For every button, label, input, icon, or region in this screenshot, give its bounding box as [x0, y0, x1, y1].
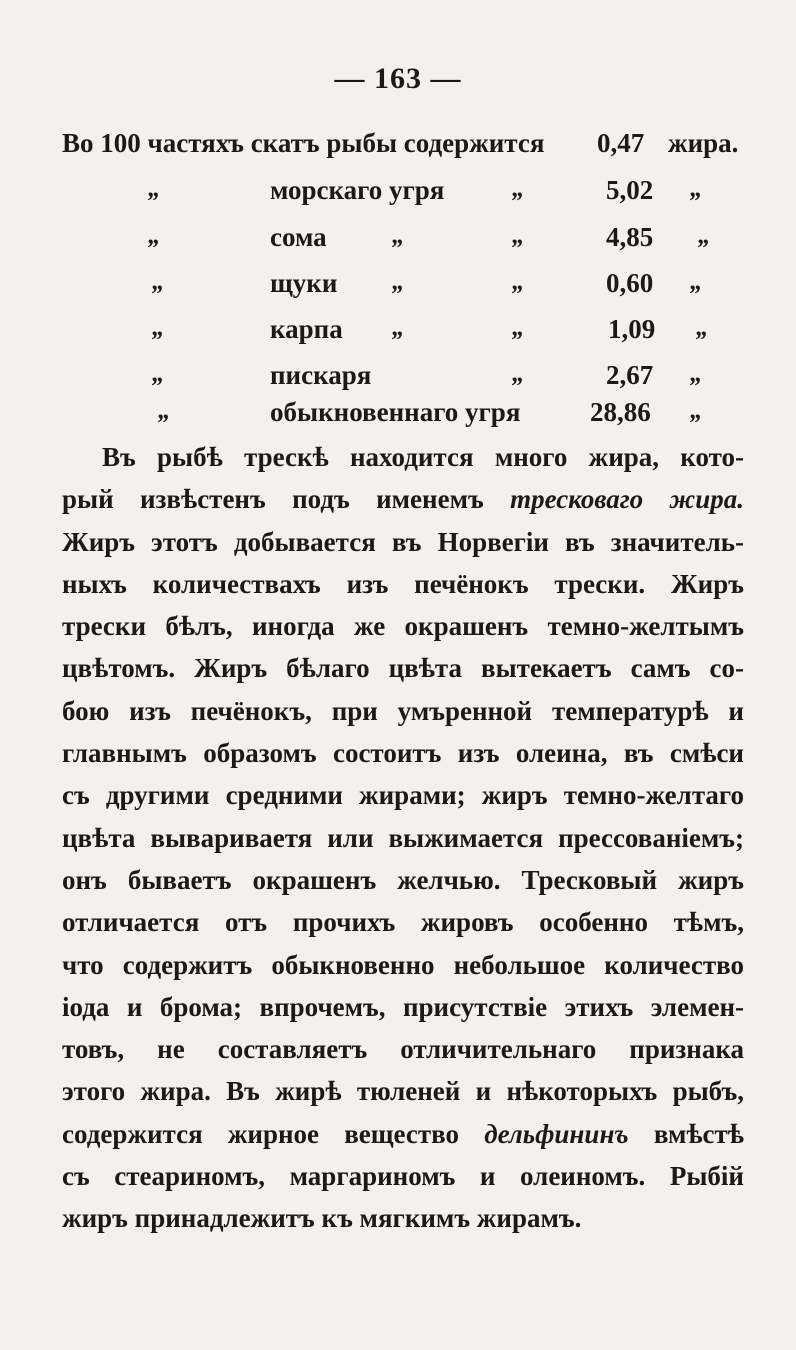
- ditto-mark: „: [690, 360, 703, 387]
- table-fish: карпа: [270, 314, 343, 344]
- table-row: [0, 268, 796, 308]
- text-segment: вмѣстѣ: [628, 1118, 744, 1149]
- table-fish: обыкновеннаго угря: [270, 397, 521, 427]
- table-row: [0, 222, 796, 262]
- table-fish: пискаря: [270, 360, 372, 390]
- table-value: 4,85: [606, 222, 654, 252]
- text-line: что содержитъ обыкновенно небольшое количество: [62, 949, 744, 980]
- ditto-mark: „: [512, 222, 525, 249]
- text-line: этого жира. Въ жирѣ тюленей и нѣкоторыхъ рыбъ,: [62, 1076, 744, 1107]
- text-line: іода и брома; впрочемъ, присутствіе этихъ элемен-: [62, 991, 744, 1022]
- ditto-mark: „: [158, 397, 171, 424]
- table-value: 1,09: [608, 314, 656, 344]
- ditto-mark: „: [512, 314, 525, 341]
- table-value: 5,02: [606, 175, 654, 205]
- ditto-mark: „: [392, 222, 405, 249]
- ditto-mark: „: [696, 314, 709, 341]
- text-line: съ другими средними жирами; жиръ темно-желтаго: [62, 780, 744, 811]
- table-row: [0, 314, 796, 354]
- text-line: Въ рыбѣ трескѣ находится много жира, кото-: [102, 442, 744, 472]
- text-line: цвѣта вывариваетя или выжимается прессованіемъ;: [62, 822, 744, 853]
- text-line: товъ, не составляетъ отличительнаго признака: [62, 1034, 744, 1065]
- table-intro-text: Во 100 частяхъ скатъ рыбы содержится: [62, 128, 545, 158]
- text-line: Жиръ этотъ добывается въ Норвегіи въ значитель-: [62, 526, 744, 557]
- text-line: отличается отъ прочихъ жировъ особенно тѣмъ,: [62, 907, 744, 938]
- text-line: ныхъ количествахъ изъ печёнокъ трески. Жиръ: [62, 568, 744, 599]
- ditto-mark: „: [148, 222, 161, 249]
- ditto-mark: „: [690, 268, 703, 295]
- emphasized-term: дельфининъ: [484, 1118, 629, 1149]
- ditto-mark: „: [392, 314, 405, 341]
- table-unit: жира.: [668, 128, 739, 158]
- table-fish: сома: [270, 222, 327, 252]
- text-line: жиръ принадлежитъ къ мягкимъ жирамъ.: [62, 1203, 582, 1234]
- table-value: 28,86: [590, 397, 651, 427]
- ditto-mark: „: [512, 175, 525, 202]
- text-segment: содержится жирное вещество: [62, 1118, 485, 1149]
- page-number: — 163 —: [334, 62, 462, 95]
- text-line: онъ бываетъ окрашенъ желчью. Тресковый жиръ: [62, 864, 744, 895]
- text-line: трески бѣлъ, иногда же окрашенъ темно-желтымъ: [62, 611, 744, 642]
- emphasized-term: тресковаго жира.: [510, 484, 745, 515]
- text-line: [62, 1113, 744, 1155]
- ditto-mark: „: [690, 397, 703, 424]
- ditto-mark: „: [512, 268, 525, 295]
- ditto-mark: „: [690, 175, 703, 202]
- text-line: цвѣтомъ. Жиръ бѣлаго цвѣта вытекаетъ самъ со-: [62, 653, 744, 684]
- table-fish: морскаго угря: [270, 175, 445, 205]
- table-row: [0, 128, 796, 168]
- table-value: 0,60: [606, 268, 654, 298]
- text-line: съ стеариномъ, маргариномъ и олеиномъ. Рыбій: [62, 1161, 744, 1192]
- table-row: [0, 175, 796, 215]
- text-segment: рый извѣстенъ подъ именемъ: [62, 484, 511, 515]
- text-line: бою изъ печёнокъ, при умъренной температурѣ и: [62, 695, 744, 726]
- ditto-mark: „: [392, 268, 405, 295]
- table-row: [0, 397, 796, 437]
- table-value: 0,47: [597, 128, 645, 158]
- table-fish: щуки: [270, 268, 338, 298]
- text-line: главнымъ образомъ состоитъ изъ олеина, въ смѣси: [62, 738, 744, 769]
- table-row: [0, 360, 796, 400]
- text-line: [62, 478, 744, 520]
- ditto-mark: „: [698, 222, 711, 249]
- ditto-mark: „: [152, 268, 165, 295]
- ditto-mark: „: [512, 360, 525, 387]
- ditto-mark: „: [152, 360, 165, 387]
- ditto-mark: „: [148, 175, 161, 202]
- table-value: 2,67: [606, 360, 654, 390]
- body-paragraph: [62, 436, 744, 1240]
- ditto-mark: „: [152, 314, 165, 341]
